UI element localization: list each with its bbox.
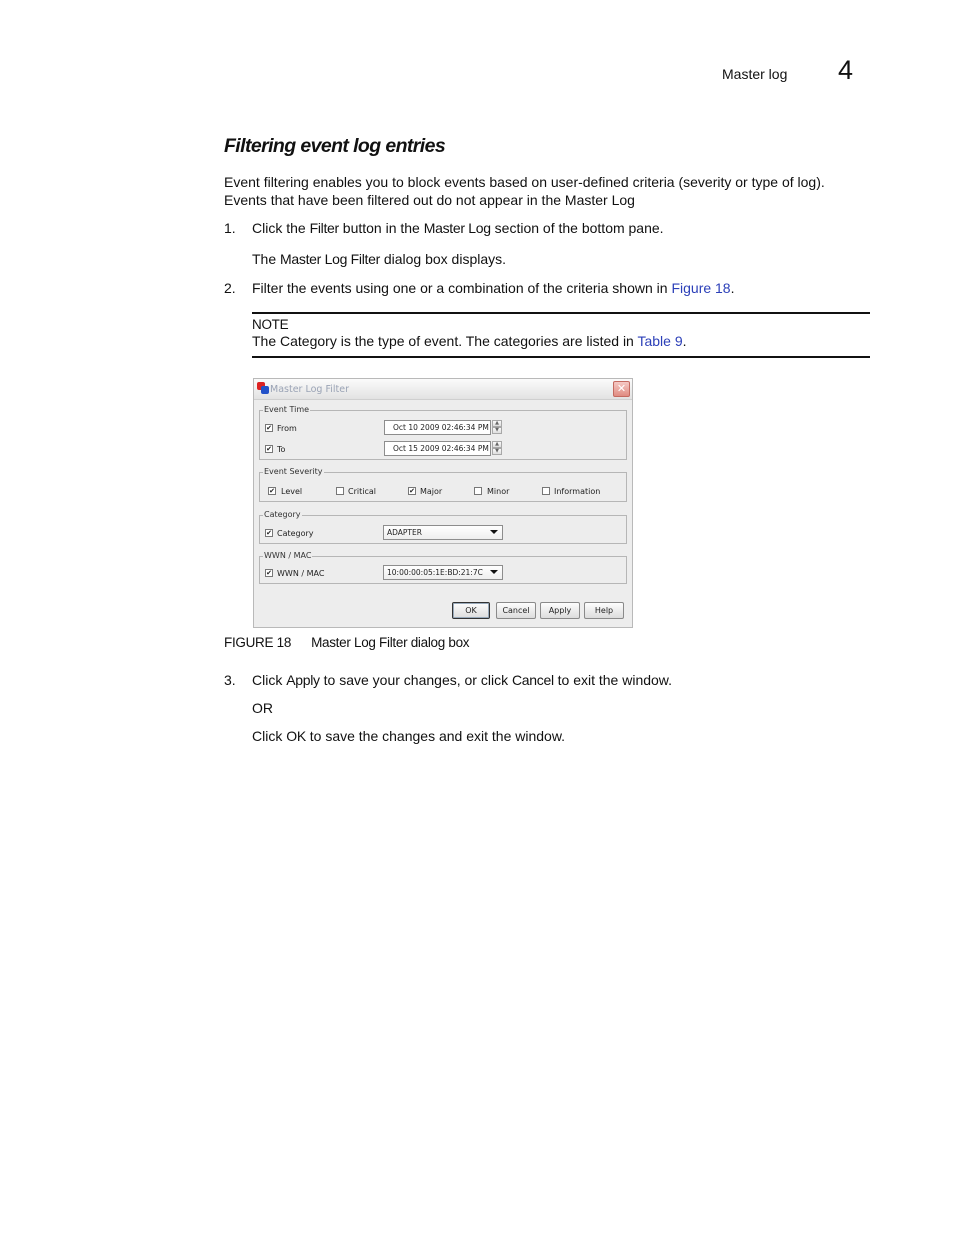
to-datetime-field[interactable]: Oct 15 2009 02:46:34 PM: [384, 441, 491, 456]
figure-link[interactable]: Figure 18: [671, 280, 731, 296]
category-legend: Category: [264, 510, 301, 519]
spin-down-icon[interactable]: ▼: [492, 448, 502, 455]
ui-term: Filter: [309, 220, 339, 236]
critical-label: Critical: [348, 487, 376, 496]
wwn-mac-value: 10:00:00:05:1E:BD:21:7C: [387, 568, 483, 577]
level-label: Level: [281, 487, 303, 496]
close-icon[interactable]: ✕: [613, 381, 630, 397]
master-log-filter-dialog: [253, 378, 633, 628]
event-time-group: [259, 405, 627, 460]
chevron-down-icon[interactable]: [490, 570, 498, 574]
to-label: To: [277, 445, 286, 454]
step-3-text: Click Apply to save your changes, or click Cancel to exit the window.: [252, 672, 673, 688]
figure-description: Master Log Filter dialog box: [311, 635, 470, 650]
category-value: ADAPTER: [387, 528, 422, 537]
from-spinner[interactable]: [492, 420, 502, 435]
ui-term: Master Log: [423, 220, 491, 236]
information-checkbox[interactable]: [542, 487, 550, 495]
wwn-mac-legend: WWN / MAC: [264, 551, 312, 560]
to-spinner[interactable]: [492, 441, 502, 456]
note-label: NOTE: [252, 317, 289, 332]
step-2-text: Filter the events using one or a combination of the criteria shown in Figure 18.: [252, 280, 735, 296]
step-number: 1.: [224, 220, 236, 236]
to-checkbox[interactable]: ✔: [266, 445, 272, 453]
wwn-mac-label: WWN / MAC: [277, 569, 325, 578]
from-label: From: [277, 424, 297, 433]
level-checkbox[interactable]: ✔: [269, 487, 275, 495]
step-3-or: OR: [252, 700, 273, 716]
from-datetime-field[interactable]: Oct 10 2009 02:46:34 PM: [384, 420, 491, 435]
major-checkbox[interactable]: ✔: [409, 487, 415, 495]
category-checkbox[interactable]: ✔: [266, 529, 272, 537]
wwn-mac-group: [259, 551, 627, 584]
category-label: Category: [277, 529, 314, 538]
table-link[interactable]: Table 9: [637, 333, 683, 349]
running-head: Master log: [722, 66, 788, 82]
chapter-number: 4: [838, 55, 854, 85]
wwn-mac-checkbox[interactable]: ✔: [266, 569, 272, 577]
section-title: Filtering event log entries: [224, 135, 446, 157]
spin-up-icon[interactable]: ▲: [492, 420, 502, 427]
cancel-button[interactable]: Cancel: [496, 602, 536, 619]
apply-button[interactable]: Apply: [540, 602, 580, 619]
figure-label: FIGURE 18: [224, 635, 292, 650]
ui-term: Master Log Filter: [280, 251, 380, 267]
event-severity-group: [259, 467, 627, 502]
ui-term: Apply: [286, 672, 320, 688]
step-number: 2.: [224, 280, 236, 296]
from-checkbox[interactable]: ✔: [266, 424, 272, 432]
note-bottom-rule: [252, 356, 870, 358]
step-3-alternative: Click OK to save the changes and exit the window.: [252, 728, 566, 744]
figure-caption: [224, 635, 469, 650]
dialog-title: Master Log Filter: [270, 384, 349, 395]
ui-term: OK: [286, 728, 306, 744]
app-icon: [257, 382, 269, 394]
ok-button[interactable]: OK: [452, 602, 490, 619]
category-select[interactable]: [383, 525, 503, 540]
note-top-rule: [252, 312, 870, 314]
spin-up-icon[interactable]: ▲: [492, 441, 502, 448]
chevron-down-icon[interactable]: [490, 530, 498, 534]
category-group: [259, 510, 627, 544]
wwn-mac-select[interactable]: [383, 565, 503, 580]
dialog-titlebar: [254, 379, 632, 400]
step-1-text: Click the Filter button in the Master Log section of the bottom pane.: [252, 220, 664, 236]
event-time-legend: Event Time: [264, 405, 310, 414]
minor-checkbox[interactable]: [474, 487, 482, 495]
step-number: 3.: [224, 672, 236, 688]
step-1-result: The Master Log Filter dialog box displays.: [252, 251, 507, 267]
intro-paragraph: Event filtering enables you to block events based on user-defined criteria (severity or type of log). Events that have been filtered out do not appear in the Master Log: [224, 174, 825, 208]
spin-down-icon[interactable]: ▼: [492, 427, 502, 434]
critical-checkbox[interactable]: [336, 487, 344, 495]
information-label: Information: [554, 487, 601, 496]
help-button[interactable]: Help: [584, 602, 624, 619]
note-text: The Category is the type of event. The categories are listed in Table 9.: [252, 333, 687, 349]
major-label: Major: [420, 487, 443, 496]
minor-label: Minor: [487, 487, 510, 496]
event-severity-legend: Event Severity: [264, 467, 323, 476]
ui-term: Cancel: [511, 672, 554, 688]
